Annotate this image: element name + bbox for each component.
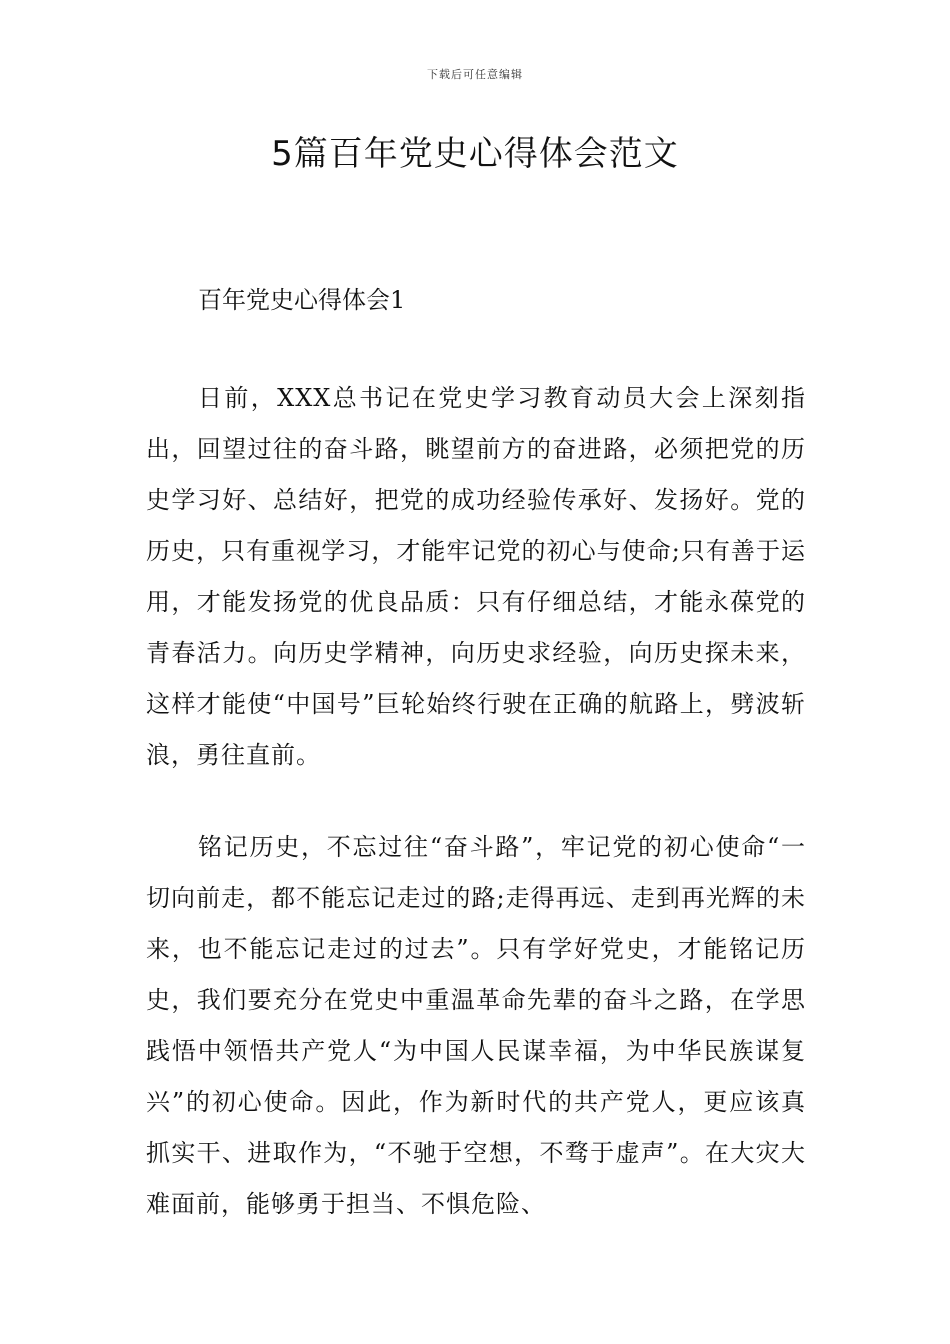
section-heading: 百年党史心得体会1 (198, 286, 406, 314)
body-paragraph-2: 铭记历史，不忘过往“奋斗路”，牢记党的初心使命“一切向前走，都不能忘记走过的路;走得再远、走到再光辉的未来，也不能忘记走过的过去”。只有学好党史，才能铭记历史，我们要充分在党史中重温革命先辈的奋斗之路，在学思践悟中领悟共产党人“为中国人民谋幸福，为中华民族谋复兴”的初心使命。因此，作为新时代的共产党人，更应该真抓实干、进取作为，“不驰于空想，不骛于虚声”。在大灾大难面前，能够勇于担当、不惧危险、 (146, 833, 806, 1218)
header-note: 下载后可任意编辑 (427, 68, 523, 81)
body-paragraph-1: 日前，XXX总书记在党史学习教育动员大会上深刻指出，回望过往的奋斗路，眺望前方的奋进路，必须把党的历史学习好、总结好，把党的成功经验传承好、发扬好。党的历史，只有重视学习，才能牢记党的初心与使命;只有善于运用，才能发扬党的优良品质：只有仔细总结，才能永葆党的青春活力。向历史学精神，向历史求经验，向历史探未来，这样才能使“中国号”巨轮始终行驶在正确的航路上，劈波斩浪，勇往直前。 (146, 384, 806, 769)
document-title: 5篇百年党史心得体会范文 (271, 134, 679, 174)
